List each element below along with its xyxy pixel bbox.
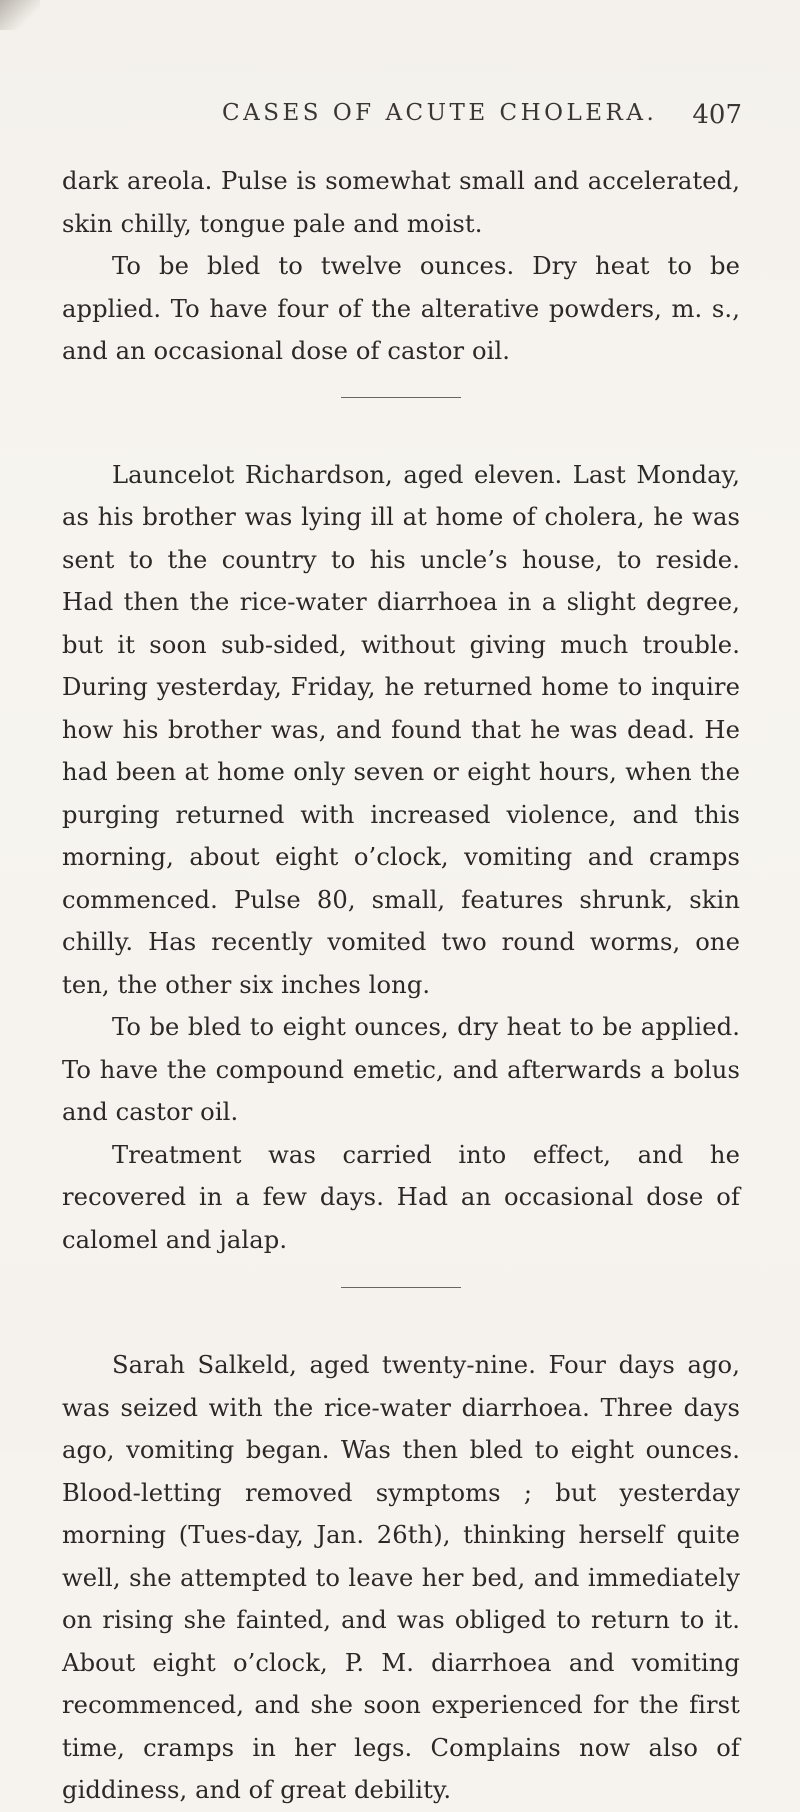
running-head: CASES OF ACUTE CHOLERA. — [222, 100, 658, 126]
paragraph-case-continuation: dark areola. Pulse is somewhat small and accelerated, skin chilly, tongue pale and moist. — [62, 167, 740, 238]
paragraph-outcome-richardson: Treatment was carried into effect, and he recovered in a few days. Had an occasional dose of calomel and jalap. — [62, 1140, 740, 1254]
section-divider — [341, 397, 461, 398]
page-header — [222, 100, 742, 140]
page-corner-shadow — [0, 0, 40, 30]
paragraph-treatment-richardson: To be bled to eight ounces, dry heat to be applied. To have the compound emetic, and afterwards a bolus and castor oil. — [62, 1013, 740, 1126]
paragraph-treatment: To be bled to twelve ounces. Dry heat to be applied. To have four of the alterative powders, m. s., and an occasional dose of castor oil. — [62, 252, 740, 365]
paragraph-case-richardson: Launcelot Richardson, aged eleven. Last Monday, as his brother was lying ill at home of cholera, he was sent to the country to his uncle’s house, to reside. Had then the rice-water diarrhoea in a slight degree, but it soon sub-sided, without giving much trouble. During yesterday, Friday, he returned home to inquire how his brother was, and found that he was dead. He had been at home only seven or eight hours, when the purging returned with increased violence, and this morning, about eight o’clock, vomiting and cramps commenced. Pulse 80, small, features shrunk, skin chilly. Has recently vomited two round worms, one ten, the other six inches long. — [62, 460, 740, 999]
section-divider — [341, 1287, 461, 1288]
paragraph-case-salkeld: Sarah Salkeld, aged twenty-nine. Four days ago, was seized with the rice-water diarrhoea. Three days ago, vomiting began. Was then bled to eight ounces. Blood-letting removed symptoms ; but yesterday morning (Tues-day, Jan. 26th), thinking herself quite well, she attempted to leave her bed, and immediately on rising she fainted, and was obliged to return to it. About eight o’clock, P. M. diarrhoea and vomiting recommenced, and she soon experienced for the first time, cramps in her legs. Complains now also of giddiness, and of great debility. — [62, 1351, 740, 1804]
body-text — [62, 160, 740, 1812]
page-number: 407 — [692, 100, 742, 130]
